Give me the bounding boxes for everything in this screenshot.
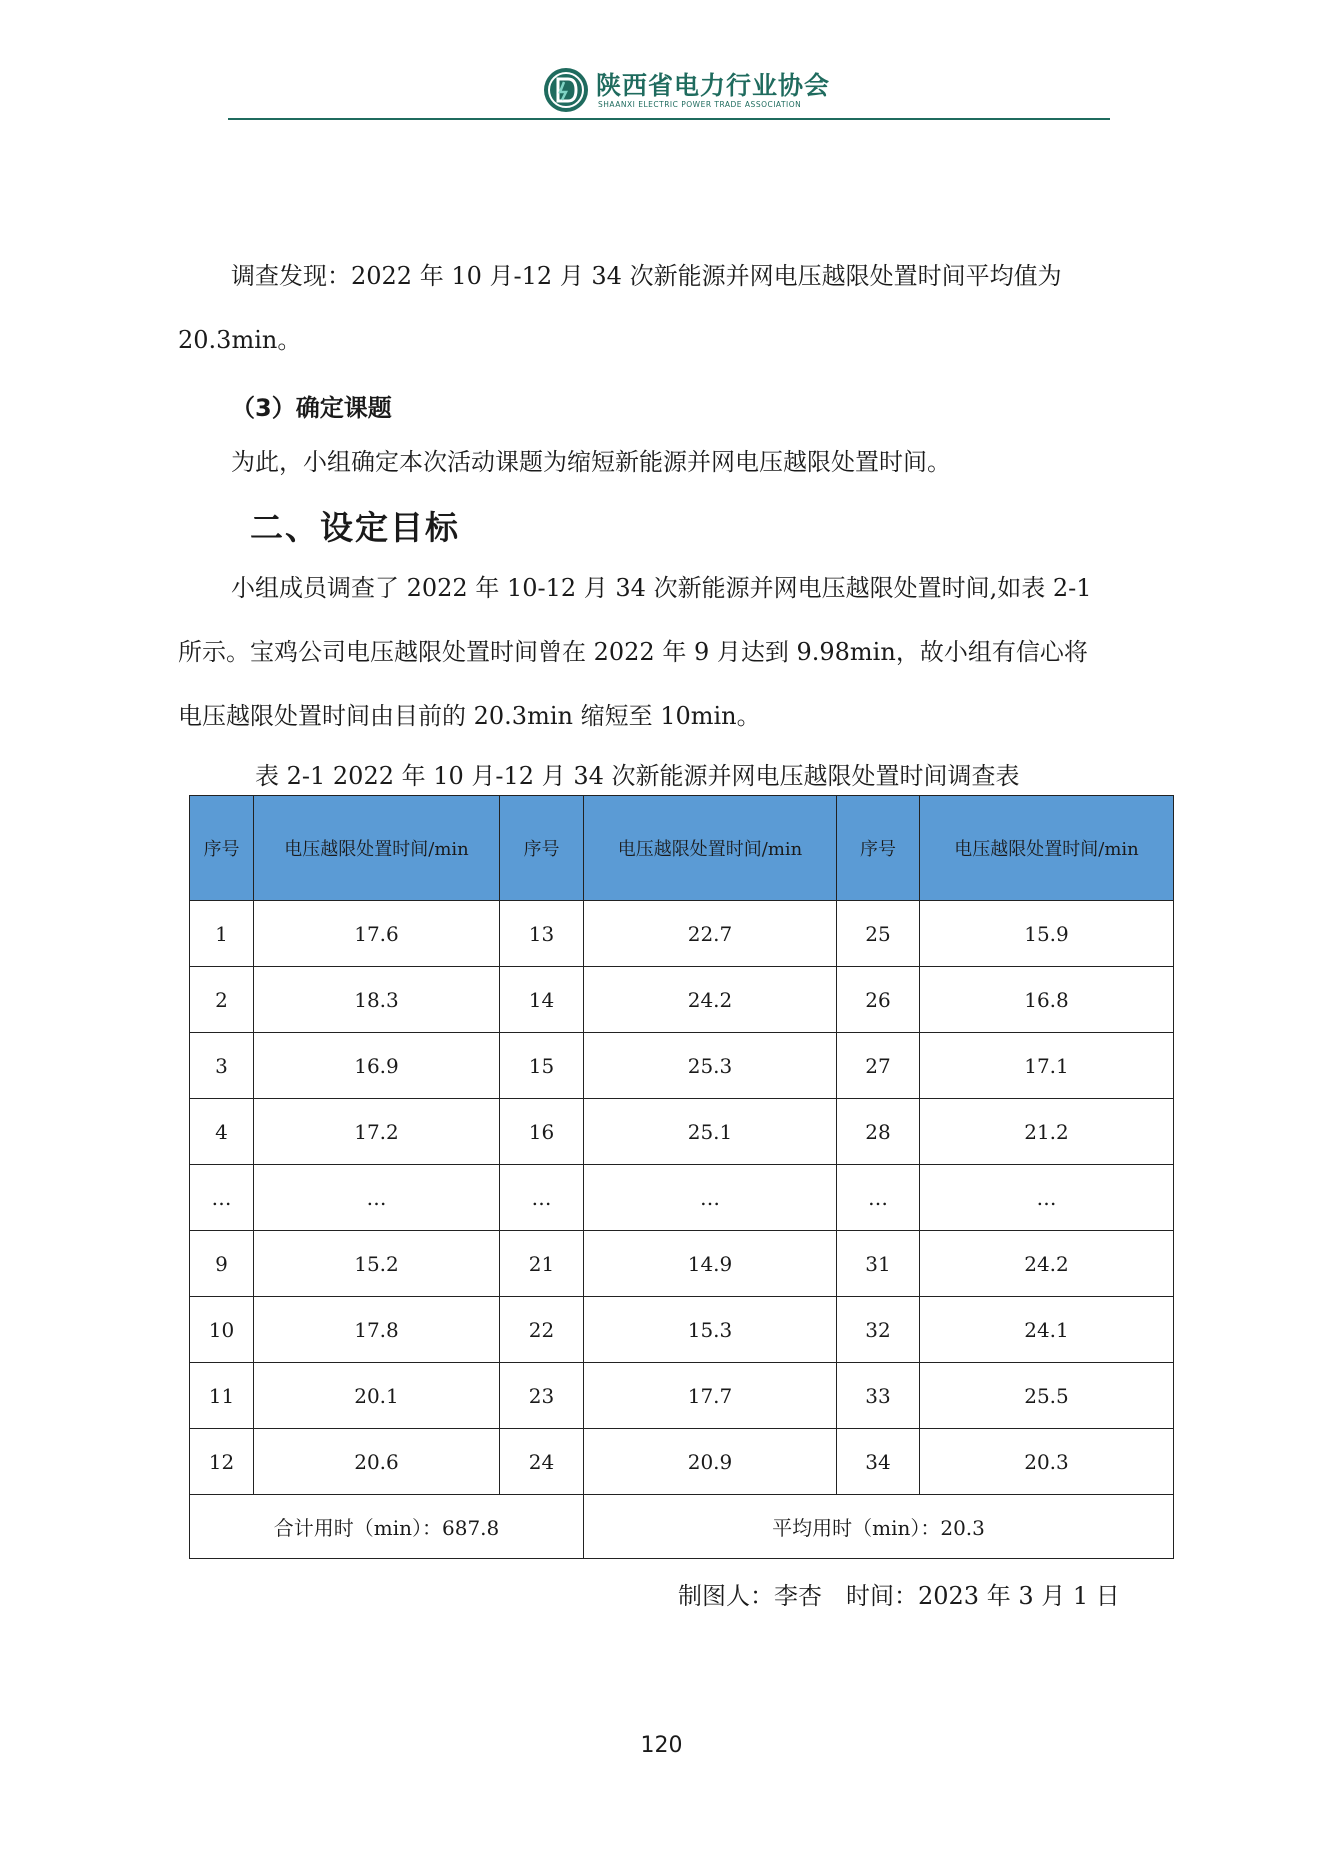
section-heading: 二、设定目标 bbox=[250, 508, 460, 547]
table-row bbox=[190, 1033, 1174, 1099]
table-row bbox=[190, 1231, 1174, 1297]
time-cell: 17.2 bbox=[254, 1099, 500, 1165]
paragraph-topic: 为此，小组确定本次活动课题为缩短新能源并网电压越限处置时间。 bbox=[231, 448, 951, 476]
page-number: 120 bbox=[640, 1733, 683, 1758]
paragraph-finding-line2: 20.3min。 bbox=[178, 326, 302, 354]
time-cell: 25.5 bbox=[920, 1363, 1174, 1429]
time-cell: 14.9 bbox=[584, 1231, 837, 1297]
index-cell: 13 bbox=[500, 901, 584, 967]
table-row bbox=[190, 1099, 1174, 1165]
index-cell: 10 bbox=[190, 1297, 254, 1363]
time-cell: 16.9 bbox=[254, 1033, 500, 1099]
table-row bbox=[190, 967, 1174, 1033]
time-cell: 24.1 bbox=[920, 1297, 1174, 1363]
index-cell: 22 bbox=[500, 1297, 584, 1363]
time-cell: 20.1 bbox=[254, 1363, 500, 1429]
index-cell: 24 bbox=[500, 1429, 584, 1495]
time-cell: 20.3 bbox=[920, 1429, 1174, 1495]
table-row bbox=[190, 1429, 1174, 1495]
paragraph-goal-line3: 电压越限处置时间由目前的 20.3min 缩短至 10min。 bbox=[178, 702, 761, 730]
index-cell: 31 bbox=[837, 1231, 920, 1297]
survey-table bbox=[189, 795, 1174, 1559]
index-cell: 33 bbox=[837, 1363, 920, 1429]
time-cell: … bbox=[254, 1165, 500, 1231]
time-cell: 25.1 bbox=[584, 1099, 837, 1165]
average-time-cell: 平均用时（min）：20.3 bbox=[584, 1495, 1174, 1559]
header-cell: 电压越限处置时间/min bbox=[254, 796, 500, 901]
time-cell: 20.9 bbox=[584, 1429, 837, 1495]
index-cell: 3 bbox=[190, 1033, 254, 1099]
time-cell: 25.3 bbox=[584, 1033, 837, 1099]
time-cell: 22.7 bbox=[584, 901, 837, 967]
header-cell: 电压越限处置时间/min bbox=[584, 796, 837, 901]
index-cell: 34 bbox=[837, 1429, 920, 1495]
table-row bbox=[190, 901, 1174, 967]
header-cell: 序号 bbox=[837, 796, 920, 901]
index-cell: 32 bbox=[837, 1297, 920, 1363]
time-cell: … bbox=[920, 1165, 1174, 1231]
time-cell: 17.8 bbox=[254, 1297, 500, 1363]
header-cell: 序号 bbox=[190, 796, 254, 901]
index-cell: 25 bbox=[837, 901, 920, 967]
time-cell: 20.6 bbox=[254, 1429, 500, 1495]
time-cell: 17.7 bbox=[584, 1363, 837, 1429]
index-cell: 1 bbox=[190, 901, 254, 967]
time-cell: 16.8 bbox=[920, 967, 1174, 1033]
index-cell: … bbox=[500, 1165, 584, 1231]
table-caption: 表 2-1 2022 年 10 月-12 月 34 次新能源并网电压越限处置时间调查表 bbox=[255, 762, 1020, 790]
index-cell: … bbox=[190, 1165, 254, 1231]
table-row bbox=[190, 1297, 1174, 1363]
total-time-cell: 合计用时（min）：687.8 bbox=[190, 1495, 584, 1559]
index-cell: 2 bbox=[190, 967, 254, 1033]
page-header bbox=[0, 60, 1323, 120]
index-cell: 9 bbox=[190, 1231, 254, 1297]
index-cell: 15 bbox=[500, 1033, 584, 1099]
index-cell: 12 bbox=[190, 1429, 254, 1495]
header-divider bbox=[228, 118, 1110, 120]
index-cell: 21 bbox=[500, 1231, 584, 1297]
table-header-row bbox=[190, 796, 1174, 901]
time-cell: 15.3 bbox=[584, 1297, 837, 1363]
footer-note: 制图人：李杏 时间：2023 年 3 月 1 日 bbox=[678, 1582, 1120, 1610]
index-cell: 4 bbox=[190, 1099, 254, 1165]
time-cell: 24.2 bbox=[920, 1231, 1174, 1297]
table-body bbox=[190, 901, 1174, 1495]
index-cell: 23 bbox=[500, 1363, 584, 1429]
index-cell: 27 bbox=[837, 1033, 920, 1099]
paragraph-goal-line1: 小组成员调查了 2022 年 10-12 月 34 次新能源并网电压越限处置时间,如表 2-1 bbox=[231, 574, 1092, 602]
sub-heading: （3）确定课题 bbox=[231, 394, 392, 422]
index-cell: 16 bbox=[500, 1099, 584, 1165]
org-name-english: SHAANXI ELECTRIC POWER TRADE ASSOCIATION bbox=[598, 100, 802, 109]
table-summary-row bbox=[190, 1495, 1174, 1559]
time-cell: 17.1 bbox=[920, 1033, 1174, 1099]
org-name: 陕西省电力行业协会 bbox=[596, 71, 831, 100]
time-cell: … bbox=[584, 1165, 837, 1231]
time-cell: 15.9 bbox=[920, 901, 1174, 967]
time-cell: 15.2 bbox=[254, 1231, 500, 1297]
table-row bbox=[190, 1165, 1174, 1231]
header-cell: 电压越限处置时间/min bbox=[920, 796, 1174, 901]
time-cell: 24.2 bbox=[584, 967, 837, 1033]
table-row bbox=[190, 1363, 1174, 1429]
association-logo-icon bbox=[542, 66, 590, 114]
paragraph-goal-line2: 所示。宝鸡公司电压越限处置时间曾在 2022 年 9 月达到 9.98min，故小组有信心将 bbox=[178, 638, 1088, 666]
paragraph-finding-line1: 调查发现：2022 年 10 月-12 月 34 次新能源并网电压越限处置时间平均值为 bbox=[231, 262, 1062, 290]
index-cell: 26 bbox=[837, 967, 920, 1033]
index-cell: 28 bbox=[837, 1099, 920, 1165]
time-cell: 18.3 bbox=[254, 967, 500, 1033]
index-cell: … bbox=[837, 1165, 920, 1231]
time-cell: 21.2 bbox=[920, 1099, 1174, 1165]
header-cell: 序号 bbox=[500, 796, 584, 901]
time-cell: 17.6 bbox=[254, 901, 500, 967]
index-cell: 14 bbox=[500, 967, 584, 1033]
index-cell: 11 bbox=[190, 1363, 254, 1429]
